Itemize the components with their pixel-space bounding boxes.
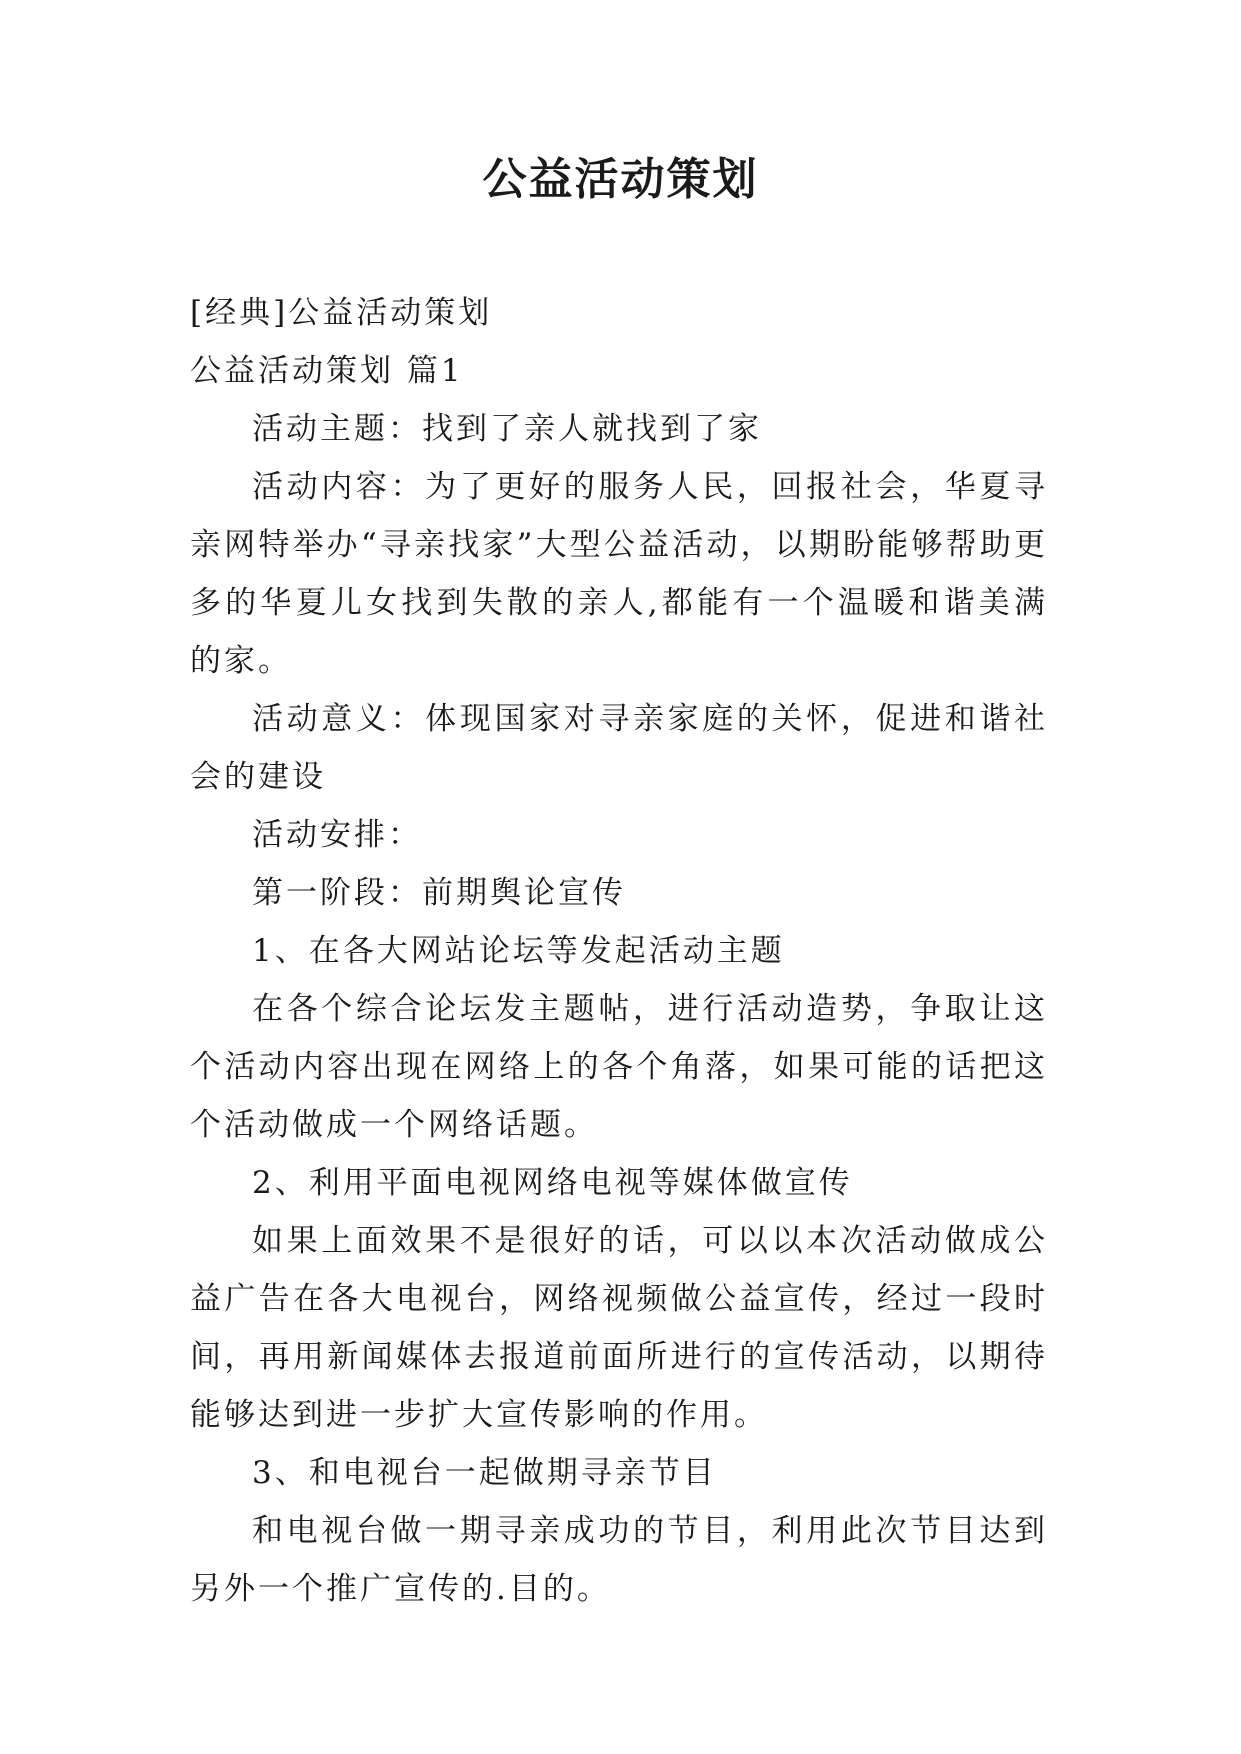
paragraph-item-3-detail: 和电视台做一期寻亲成功的节目，利用此次节目达到另外一个推广宣传的.目的。 — [190, 1513, 1048, 1607]
paragraph-item-2: 2、利用平面电视网络电视等媒体做宣传 — [252, 1165, 853, 1201]
paragraph-activity-significance: 活动意义：体现国家对寻亲家庭的关怀，促进和谐社会的建设 — [190, 701, 1048, 795]
paragraph-item-1-detail: 在各个综合论坛发主题帖，进行活动造势，争取让这个活动内容出现在网络上的各个角落，如果可能的话把这个活动做成一个网络话题。 — [190, 991, 1048, 1143]
document-title: 公益活动策划 — [482, 154, 759, 205]
paragraph-activity-content: 活动内容：为了更好的服务人民，回报社会，华夏寻亲网特举办“寻亲找家”大型公益活动，以期盼能够帮助更多的华夏儿女找到失散的亲人,都能有一个温暖和谐美满的家。 — [190, 469, 1048, 679]
paragraph-item-2-detail: 如果上面效果不是很好的话，可以以本次活动做成公益广告在各大电视台，网络视频做公益宣传，经过一段时间，再用新闻媒体去报道前面所进行的宣传活动，以期待能够达到进一步扩大宣传影响的作用。 — [190, 1223, 1048, 1433]
paragraph-item-1: 1、在各大网站论坛等发起活动主题 — [252, 933, 785, 969]
paragraph-doc-subtitle: [经典]公益活动策划 — [190, 295, 493, 331]
paragraph-activity-theme: 活动主题：找到了亲人就找到了家 — [252, 411, 762, 447]
paragraph-activity-arrangement: 活动安排： — [252, 817, 422, 853]
paragraph-section-heading: 公益活动策划 篇1 — [190, 353, 464, 389]
document-body — [190, 284, 1048, 1618]
paragraph-phase-one: 第一阶段：前期舆论宣传 — [252, 875, 626, 911]
paragraph-item-3: 3、和电视台一起做期寻亲节目 — [252, 1455, 717, 1491]
